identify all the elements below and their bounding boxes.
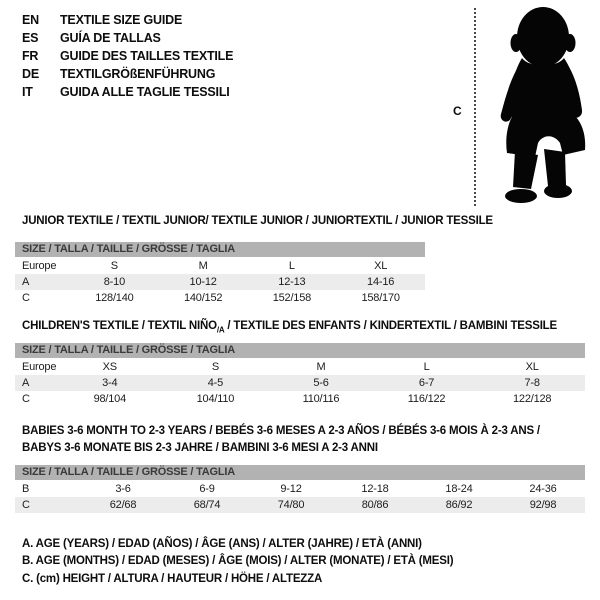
lang-row-es — [22, 29, 233, 47]
row-label: Europe — [22, 361, 57, 373]
section-title-children — [22, 318, 557, 338]
table-cell: 98/104 — [93, 393, 127, 405]
table-cell: 6-9 — [199, 483, 215, 495]
table-row-months — [15, 481, 585, 497]
title-part: / TEXTILE DES ENFANTS / KINDERTEXTIL / BAMBINI TESSILE — [224, 320, 557, 332]
table-cell: 122/128 — [512, 393, 552, 405]
table-cell: XS — [102, 361, 117, 373]
lang-label: TEXTILGRÖßENFÜHRUNG — [60, 67, 216, 81]
lang-label: GUIDE DES TAILLES TEXTILE — [60, 49, 234, 63]
table-cell: 68/74 — [193, 499, 221, 511]
table-cell: 116/122 — [407, 393, 446, 405]
table-cell: 158/170 — [361, 292, 400, 304]
lang-code: EN — [22, 13, 39, 27]
height-measure-dotted-line — [474, 8, 476, 206]
table-cell: XL — [374, 260, 388, 272]
table-cell: 140/152 — [183, 292, 223, 304]
row-label: Europe — [22, 260, 57, 272]
size-table-babies — [15, 465, 585, 513]
lang-code: ES — [22, 31, 39, 45]
table-cell: 3-4 — [102, 377, 118, 389]
title-subscript: /A — [216, 325, 225, 335]
lang-label: TEXTILE SIZE GUIDE — [60, 13, 183, 27]
table-cell: 10-12 — [189, 276, 217, 288]
row-label: C — [22, 292, 30, 304]
table-rows — [15, 481, 585, 513]
table-cell: 24-36 — [529, 483, 557, 495]
lang-row-it — [22, 83, 233, 101]
table-cell: 5-6 — [313, 377, 329, 389]
table-cell: 62/68 — [109, 499, 137, 511]
lang-code: DE — [22, 67, 39, 81]
table-cell: S — [110, 260, 118, 272]
table-row-age — [15, 274, 425, 290]
table-cell: 9-12 — [280, 483, 302, 495]
language-legend — [22, 11, 233, 101]
lang-label: GUÍA DE TALLAS — [60, 31, 161, 45]
table-cell: 92/98 — [529, 499, 557, 511]
row-label: B — [22, 483, 30, 495]
table-cell: L — [288, 260, 295, 272]
table-cell: M — [316, 361, 326, 373]
title-part: CHILDREN'S TEXTILE / TEXTIL NIÑO — [22, 320, 217, 332]
table-cell: 14-16 — [367, 276, 395, 288]
section-title-junior: JUNIOR TEXTILE / TEXTIL JUNIOR/ TEXTILE JUNIOR / JUNIORTEXTIL / JUNIOR TESSILE — [22, 215, 493, 227]
table-cell: 12-13 — [278, 276, 306, 288]
size-table-children — [15, 343, 585, 407]
lang-row-en — [22, 11, 233, 29]
table-cell: 4-5 — [207, 377, 224, 389]
table-cell: 12-18 — [361, 483, 389, 495]
size-table-junior — [15, 242, 425, 306]
table-row-age — [15, 375, 585, 391]
lang-row-de — [22, 65, 233, 83]
table-cell: 8-10 — [103, 276, 125, 288]
table-cell: 6-7 — [418, 377, 435, 389]
table-cell: M — [198, 260, 208, 272]
size-header-band: SIZE / TALLA / TAILLE / GRÖSSE / TAGLIA — [15, 242, 425, 257]
table-row-europe — [15, 258, 425, 274]
lang-code: FR — [22, 49, 39, 63]
table-cell: 86/92 — [445, 499, 473, 511]
table-cell: 3-6 — [115, 483, 131, 495]
size-header-band: SIZE / TALLA / TAILLE / GRÖSSE / TAGLIA — [15, 343, 585, 358]
table-cell: S — [211, 361, 219, 373]
table-cell: 104/110 — [196, 393, 235, 405]
section-title-babies — [22, 423, 540, 457]
table-row-height — [15, 290, 425, 306]
table-cell: 18-24 — [445, 483, 473, 495]
footnote-b: B. AGE (MONTHS) / EDAD (MESES) / ÂGE (MOIS) / ALTER (MONATE) / ETÀ (MESI) — [22, 555, 454, 568]
title-line: BABYS 3-6 MONATE BIS 2-3 JAHRE / BAMBINI 3-6 MESI A 2-3 ANNI — [22, 442, 378, 454]
table-row-height — [15, 391, 585, 407]
table-cell: 152/158 — [272, 292, 312, 304]
footnote-a: A. AGE (YEARS) / EDAD (AÑOS) / ÂGE (ANS) / ALTER (JAHRE) / ETÀ (ANNI) — [22, 538, 422, 550]
table-cell: 110/116 — [302, 393, 340, 405]
table-row-height — [15, 497, 585, 513]
table-cell: L — [423, 361, 430, 373]
lang-code: IT — [22, 85, 33, 99]
row-label: A — [22, 276, 30, 288]
title-line: BABIES 3-6 MONTH TO 2-3 YEARS / BEBÉS 3-6 MESES A 2-3 AÑOS / BÉBÉS 3-6 MOIS À 2-3 ANS / — [22, 425, 540, 437]
lang-label: GUIDA ALLE TAGLIE TESSILI — [60, 85, 230, 99]
lang-row-fr — [22, 47, 233, 65]
table-cell: 128/140 — [95, 292, 134, 304]
table-rows — [15, 258, 425, 306]
footnotes — [22, 536, 453, 588]
row-label: C — [22, 499, 30, 511]
table-row-europe — [15, 359, 585, 375]
size-header-band: SIZE / TALLA / TAILLE / GRÖSSE / TAGLIA — [15, 465, 585, 480]
table-cell: 74/80 — [277, 499, 305, 511]
table-cell: XL — [525, 361, 539, 373]
height-measure-label: C — [453, 104, 462, 118]
footnote-c: C. (cm) HEIGHT / ALTURA / HAUTEUR / HÖHE / ALTEZZA — [22, 572, 323, 585]
table-rows — [15, 359, 585, 407]
table-cell: 7-8 — [524, 377, 540, 389]
baby-silhouette-icon — [486, 3, 600, 213]
row-label: C — [22, 393, 30, 405]
row-label: A — [22, 377, 30, 389]
table-cell: 80/86 — [361, 499, 389, 511]
